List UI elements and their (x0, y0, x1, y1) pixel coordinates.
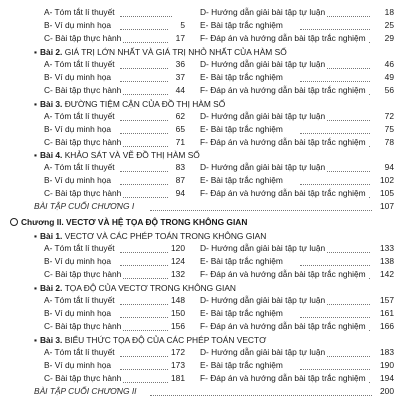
page-number-right: 49 (376, 71, 394, 83)
page-number-left: 120 (169, 242, 185, 254)
section-heading[interactable] (34, 98, 384, 110)
section-heading[interactable] (34, 334, 384, 346)
page-number-right: 78 (376, 136, 394, 148)
bullet-icon: ▪ (34, 99, 37, 109)
toc-entry-left[interactable]: C- Bài tập thực hành (44, 188, 122, 198)
section-heading[interactable] (34, 149, 384, 161)
toc-entry-left[interactable]: C- Bài tập thực hành (44, 373, 122, 383)
toc-row (0, 174, 400, 186)
bullet-icon: ▪ (34, 283, 37, 293)
toc-row (0, 320, 400, 332)
leader-dots (120, 61, 172, 69)
section-title: ĐƯỜNG TIỆM CẬN CỦA ĐỒ THỊ HÀM SỐ (64, 99, 226, 109)
page-number-left: 5 (169, 19, 185, 31)
toc-row (0, 161, 400, 173)
toc-entry-left[interactable]: A- Tóm tắt lí thuyết (44, 295, 115, 305)
toc-row (0, 307, 400, 319)
toc-entry-right[interactable]: D- Hướng dẫn giải bài tập tự luận (200, 59, 326, 69)
toc-entry-right[interactable]: D- Hướng dẫn giải bài tập tự luận (200, 111, 326, 121)
toc-entry-right[interactable]: E- Bài tập trắc nghiệm (200, 124, 283, 134)
page-number-right: 29 (376, 32, 394, 44)
leader-dots (120, 362, 172, 370)
section-title: TỌA ĐỘ CỦA VECTƠ TRONG KHÔNG GIAN (64, 283, 236, 293)
page-number-right: 194 (376, 372, 394, 384)
leader-dots (120, 297, 172, 305)
toc-entry-left[interactable]: B- Ví dụ minh họa (44, 308, 112, 318)
page-number-right: 133 (376, 242, 394, 254)
page-number-left: 124 (169, 255, 185, 267)
page-number-right: 25 (376, 19, 394, 31)
page-number-left: 173 (169, 359, 185, 371)
toc-row (0, 136, 400, 148)
toc-row (0, 268, 400, 280)
toc-entry-right[interactable]: F- Đáp án và hướng dẫn bài tập trắc nghiệm (200, 85, 366, 95)
page-number-right: 75 (376, 123, 394, 135)
toc-entry-right[interactable]: D- Hướng dẫn giải bài tập tự luận (200, 162, 326, 172)
toc-entry-right[interactable]: E- Bài tập trắc nghiệm (200, 360, 283, 370)
toc-entry-left[interactable]: B- Ví dụ minh họa (44, 175, 112, 185)
page-number-right: 166 (376, 320, 394, 332)
leader-dots (300, 126, 370, 134)
toc-entry-right[interactable]: D- Hướng dẫn giải bài tập tự luận (200, 243, 326, 253)
leader-dots (120, 9, 172, 17)
leader-dots (120, 245, 172, 253)
leader-dots (300, 258, 370, 266)
toc-row (0, 230, 400, 242)
toc-row (0, 6, 400, 18)
leader-dots (120, 87, 172, 95)
toc-row (0, 200, 400, 212)
page-number-left: 156 (169, 320, 185, 332)
toc-entry-right[interactable]: E- Bài tập trắc nghiệm (200, 175, 283, 185)
page-number-left: 172 (169, 346, 185, 358)
toc-entry-right[interactable]: F- Đáp án và hướng dẫn bài tập trắc nghiệm (200, 373, 366, 383)
circle-bullet-icon (10, 218, 18, 226)
toc-entry-left[interactable]: A- Tóm tắt lí thuyết (44, 162, 115, 172)
page-number-right: 102 (376, 174, 394, 186)
toc-row (0, 19, 400, 31)
section-label: Bài 1. (40, 231, 63, 241)
toc-row (0, 255, 400, 267)
toc-entry-left[interactable]: B- Ví dụ minh họa (44, 256, 112, 266)
section-heading[interactable] (34, 230, 384, 242)
page-number-right: 94 (376, 161, 394, 173)
leader-dots (120, 126, 172, 134)
leader-dots (120, 271, 172, 279)
toc-row (0, 242, 400, 254)
toc-row (0, 46, 400, 58)
page-number-left: 148 (169, 294, 185, 306)
section-heading[interactable] (34, 46, 384, 58)
toc-entry-right[interactable]: F- Đáp án và hướng dẫn bài tập trắc nghiệm (200, 269, 366, 279)
section-label: Bài 4. (40, 150, 63, 160)
section-label: Bài 2. (40, 47, 63, 57)
toc-row (0, 294, 400, 306)
page-number-left: 87 (169, 174, 185, 186)
toc-entry-left[interactable]: C- Bài tập thực hành (44, 33, 122, 43)
toc-entry-left[interactable]: C- Bài tập thực hành (44, 321, 122, 331)
section-label: Bài 3. (40, 335, 63, 345)
section-title: GIÁ TRỊ LỚN NHẤT VÀ GIÁ TRỊ NHỎ NHẤT CỦA HÀM SỐ (64, 47, 287, 57)
leader-dots (300, 177, 370, 185)
leader-dots (300, 362, 370, 370)
toc-row (0, 359, 400, 371)
toc-entry-left[interactable]: C- Bài tập thực hành (44, 269, 122, 279)
leader-dots (150, 203, 372, 211)
bullet-icon: ▪ (34, 47, 37, 57)
chapter-review-entry[interactable]: BÀI TẬP CUỐI CHƯƠNG II (34, 386, 137, 396)
section-label: Bài 3. (40, 99, 63, 109)
page-number-left: 94 (169, 187, 185, 199)
page-number-left: 44 (169, 84, 185, 96)
toc-row (0, 84, 400, 96)
page-number-left: 37 (169, 71, 185, 83)
page-number: 107 (374, 200, 394, 212)
toc-entry-right[interactable]: E- Bài tập trắc nghiệm (200, 256, 283, 266)
toc-entry-right[interactable]: D- Hướng dẫn giải bài tập tự luận (200, 295, 326, 305)
toc-entry-right[interactable]: E- Bài tập trắc nghiệm (200, 308, 283, 318)
page-number-right: 105 (376, 187, 394, 199)
toc-entry-right[interactable]: E- Bài tập trắc nghiệm (200, 20, 283, 30)
leader-dots (120, 113, 172, 121)
toc-entry-left[interactable]: A- Tóm tắt lí thuyết (44, 243, 115, 253)
leader-dots (120, 310, 172, 318)
leader-dots (120, 74, 172, 82)
leader-dots (120, 375, 172, 383)
toc-entry-left[interactable]: C- Bài tập thực hành (44, 85, 122, 95)
toc-entry-left[interactable]: B- Ví dụ minh họa (44, 20, 112, 30)
toc-entry-right[interactable]: E- Bài tập trắc nghiệm (200, 72, 283, 82)
leader-dots (120, 177, 172, 185)
toc-entry-left[interactable]: A- Tóm tắt lí thuyết (44, 7, 115, 17)
page-number-left: 65 (169, 123, 185, 135)
toc-row (0, 32, 400, 44)
toc-row (0, 334, 400, 346)
leader-dots (120, 139, 172, 147)
toc-row (0, 187, 400, 199)
section-label: Bài 2. (40, 283, 63, 293)
section-heading[interactable] (34, 282, 384, 294)
leader-dots (120, 35, 172, 43)
section-title: KHẢO SÁT VÀ VẼ ĐỒ THỊ HÀM SỐ (64, 150, 200, 160)
page-number-right: 46 (376, 58, 394, 70)
page-number-left: 150 (169, 307, 185, 319)
page-number-left: 132 (169, 268, 185, 280)
page-number-right: 157 (376, 294, 394, 306)
page-number-right: 142 (376, 268, 394, 280)
leader-dots (120, 258, 172, 266)
leader-dots (120, 164, 172, 172)
page-number-left: 83 (169, 161, 185, 173)
page-number-left: 36 (169, 58, 185, 70)
toc-entry-left[interactable]: A- Tóm tắt lí thuyết (44, 347, 115, 357)
page-number-left: 181 (169, 372, 185, 384)
page-number-left: 17 (169, 32, 185, 44)
toc-entry-right[interactable]: F- Đáp án và hướng dẫn bài tập trắc nghiệm (200, 188, 366, 198)
page-number-left: 71 (169, 136, 185, 148)
page-number: 200 (374, 385, 394, 397)
leader-dots (120, 190, 172, 198)
section-title: BIỂU THỨC TỌA ĐỘ CỦA CÁC PHÉP TOÁN VECTƠ (64, 335, 267, 345)
toc-entry-left[interactable]: C- Bài tập thực hành (44, 137, 122, 147)
leader-dots (120, 22, 172, 30)
leader-dots (300, 22, 370, 30)
leader-dots (300, 74, 370, 82)
page-number-right: 138 (376, 255, 394, 267)
page-number-right: 190 (376, 359, 394, 371)
toc-entry-left[interactable]: A- Tóm tắt lí thuyết (44, 111, 115, 121)
page-number-right: 18 (376, 6, 394, 18)
toc-entry-left[interactable]: B- Ví dụ minh họa (44, 124, 112, 134)
toc-entry-left[interactable]: A- Tóm tắt lí thuyết (44, 59, 115, 69)
section-title: VECTƠ VÀ CÁC PHÉP TOÁN TRONG KHÔNG GIAN (64, 231, 267, 241)
toc-entry-left[interactable]: B- Ví dụ minh họa (44, 360, 112, 370)
page-number-right: 56 (376, 84, 394, 96)
toc-row (0, 346, 400, 358)
toc-row (0, 385, 400, 397)
toc-entry-left[interactable]: B- Ví dụ minh họa (44, 72, 112, 82)
leader-dots (300, 310, 370, 318)
chapter-review-entry[interactable]: BÀI TẬP CUỐI CHƯƠNG I (34, 201, 135, 211)
toc-entry-right[interactable]: F- Đáp án và hướng dẫn bài tập trắc nghiệm (200, 137, 366, 147)
toc-row (0, 58, 400, 70)
toc-entry-right[interactable]: D- Hướng dẫn giải bài tập tự luận (200, 347, 326, 357)
page-number-right: 161 (376, 307, 394, 319)
toc-row (0, 98, 400, 110)
bullet-icon: ▪ (34, 150, 37, 160)
toc-entry-right[interactable]: F- Đáp án và hướng dẫn bài tập trắc nghiệm (200, 33, 366, 43)
leader-dots (120, 323, 172, 331)
leader-dots (120, 349, 172, 357)
toc-row (0, 71, 400, 83)
bullet-icon: ▪ (34, 335, 37, 345)
toc-entry-right[interactable]: D- Hướng dẫn giải bài tập tự luận (200, 7, 326, 17)
toc-entry-right[interactable]: F- Đáp án và hướng dẫn bài tập trắc nghiệm (200, 321, 366, 331)
chapter-heading[interactable] (10, 216, 390, 228)
page-number-left: 62 (169, 110, 185, 122)
leader-dots (150, 388, 372, 396)
page-number-right: 72 (376, 110, 394, 122)
toc-row (0, 149, 400, 161)
toc-row (0, 372, 400, 384)
toc-row (0, 282, 400, 294)
chapter-title: Chương II. VECTƠ VÀ HỆ TỌA ĐỘ TRONG KHÔNG GIAN (21, 217, 248, 227)
bullet-icon: ▪ (34, 231, 37, 241)
page-number-right: 183 (376, 346, 394, 358)
toc-row (0, 123, 400, 135)
toc-row (0, 216, 400, 228)
toc-row (0, 110, 400, 122)
